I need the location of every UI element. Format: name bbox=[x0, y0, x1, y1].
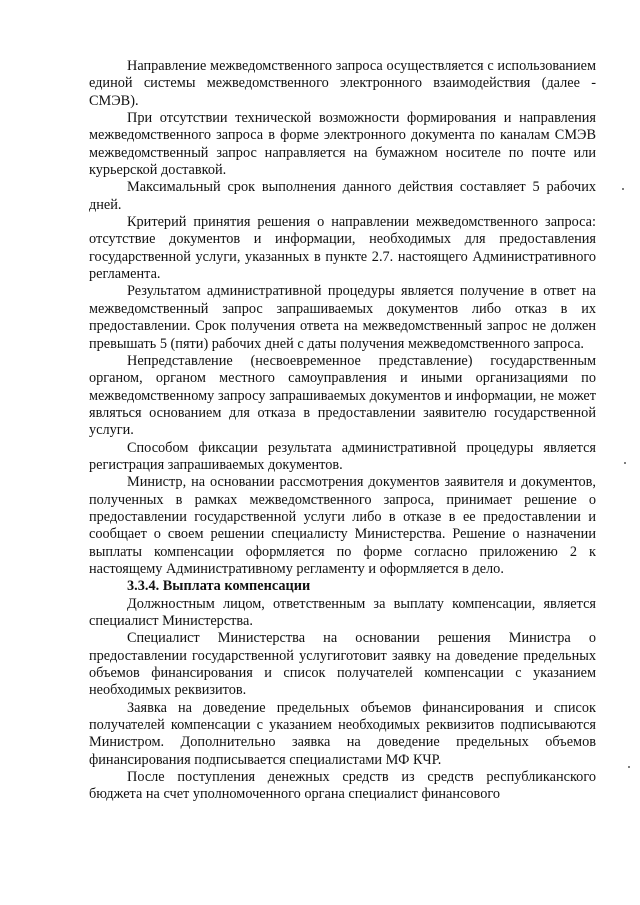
paragraph-specialist-application: Специалист Министерства на основании решения Министра о предоставлении государственной услугиготовит заявку на доведение предельных объемов финансирования и список получателей компенсации с указанием необходимых реквизитов. bbox=[89, 630, 596, 699]
paragraph-max-term: Максимальный срок выполнения данного действия составляет 5 рабочих дней. bbox=[89, 179, 596, 213]
paragraph-smev-usage: Направление межведомственного запроса осуществляется с использованием единой системы межведомственного электронного взаимодействия (далее - СМЭВ). bbox=[89, 58, 596, 109]
paragraph-decision-criterion: Критерий принятия решения о направлении межведомственного запроса: отсутствие документов и информации, необходимых для предоставления государственной услуги, указанных в пункте 2.7. настоящего Административного регламента. bbox=[89, 214, 596, 283]
paragraph-fixation-method: Способом фиксации результата административной процедуры является регистрация запрашиваемых документов. bbox=[89, 439, 596, 473]
paragraph-procedure-result: Результатом административной процедуры является получение в ответ на межведомственный запрос запрашиваемых документов либо отказ в их предоставлении. Срок получения ответа на межведомственный запрос не должен превышать 5 (пяти) рабочих дней с даты получения межведомственного запроса. bbox=[89, 283, 596, 352]
paragraph-application-signing: Заявка на доведение предельных объемов финансирования и список получателей компенсации с указанием необходимых реквизитов подписываются Министром. Дополнительно заявка на доведение предельных объемов финансирования подписывается специалистами МФ КЧР. bbox=[89, 699, 596, 768]
paragraph-minister-decision: Министр, на основании рассмотрения документов заявителя и документов, полученных в рамках межведомственного запроса, принимает решение о предоставлении государственной услуги либо в отказе в ее предоставлении и сообщает о своем решении специалисту Министерства. Решение о назначении выплаты компенсации оформляется по форме согласно приложению 2 к настоящему Административному регламенту и оформляется в дело. bbox=[89, 474, 596, 577]
scan-mark bbox=[624, 462, 626, 464]
paragraph-funds-receipt: После поступления денежных средств из средств республиканского бюджета на счет уполномоченного органа специалист финансового bbox=[89, 769, 596, 803]
document-body bbox=[89, 58, 596, 804]
paragraph-paper-request: При отсутствии технической возможности формирования и направления межведомственного запроса в форме электронного документа по каналам СМЭВ межведомственный запрос направляется на бумажном носителе по почте или курьерской доставкой. bbox=[89, 110, 596, 179]
section-heading: 3.3.4. Выплата компенсации bbox=[127, 578, 311, 595]
paragraph-responsible-official: Должностным лицом, ответственным за выплату компенсации, является специалист Министерства. bbox=[89, 595, 596, 629]
paragraph-non-submission: Непредставление (несвоевременное представление) государственным органом, органом местного самоуправления и иными организациями по межведомственному запросу запрашиваемых документов и информации, не может являться основанием для отказа в предоставлении заявителю государственной услуги. bbox=[89, 352, 596, 439]
scan-mark bbox=[622, 188, 624, 190]
scan-mark bbox=[628, 766, 630, 768]
